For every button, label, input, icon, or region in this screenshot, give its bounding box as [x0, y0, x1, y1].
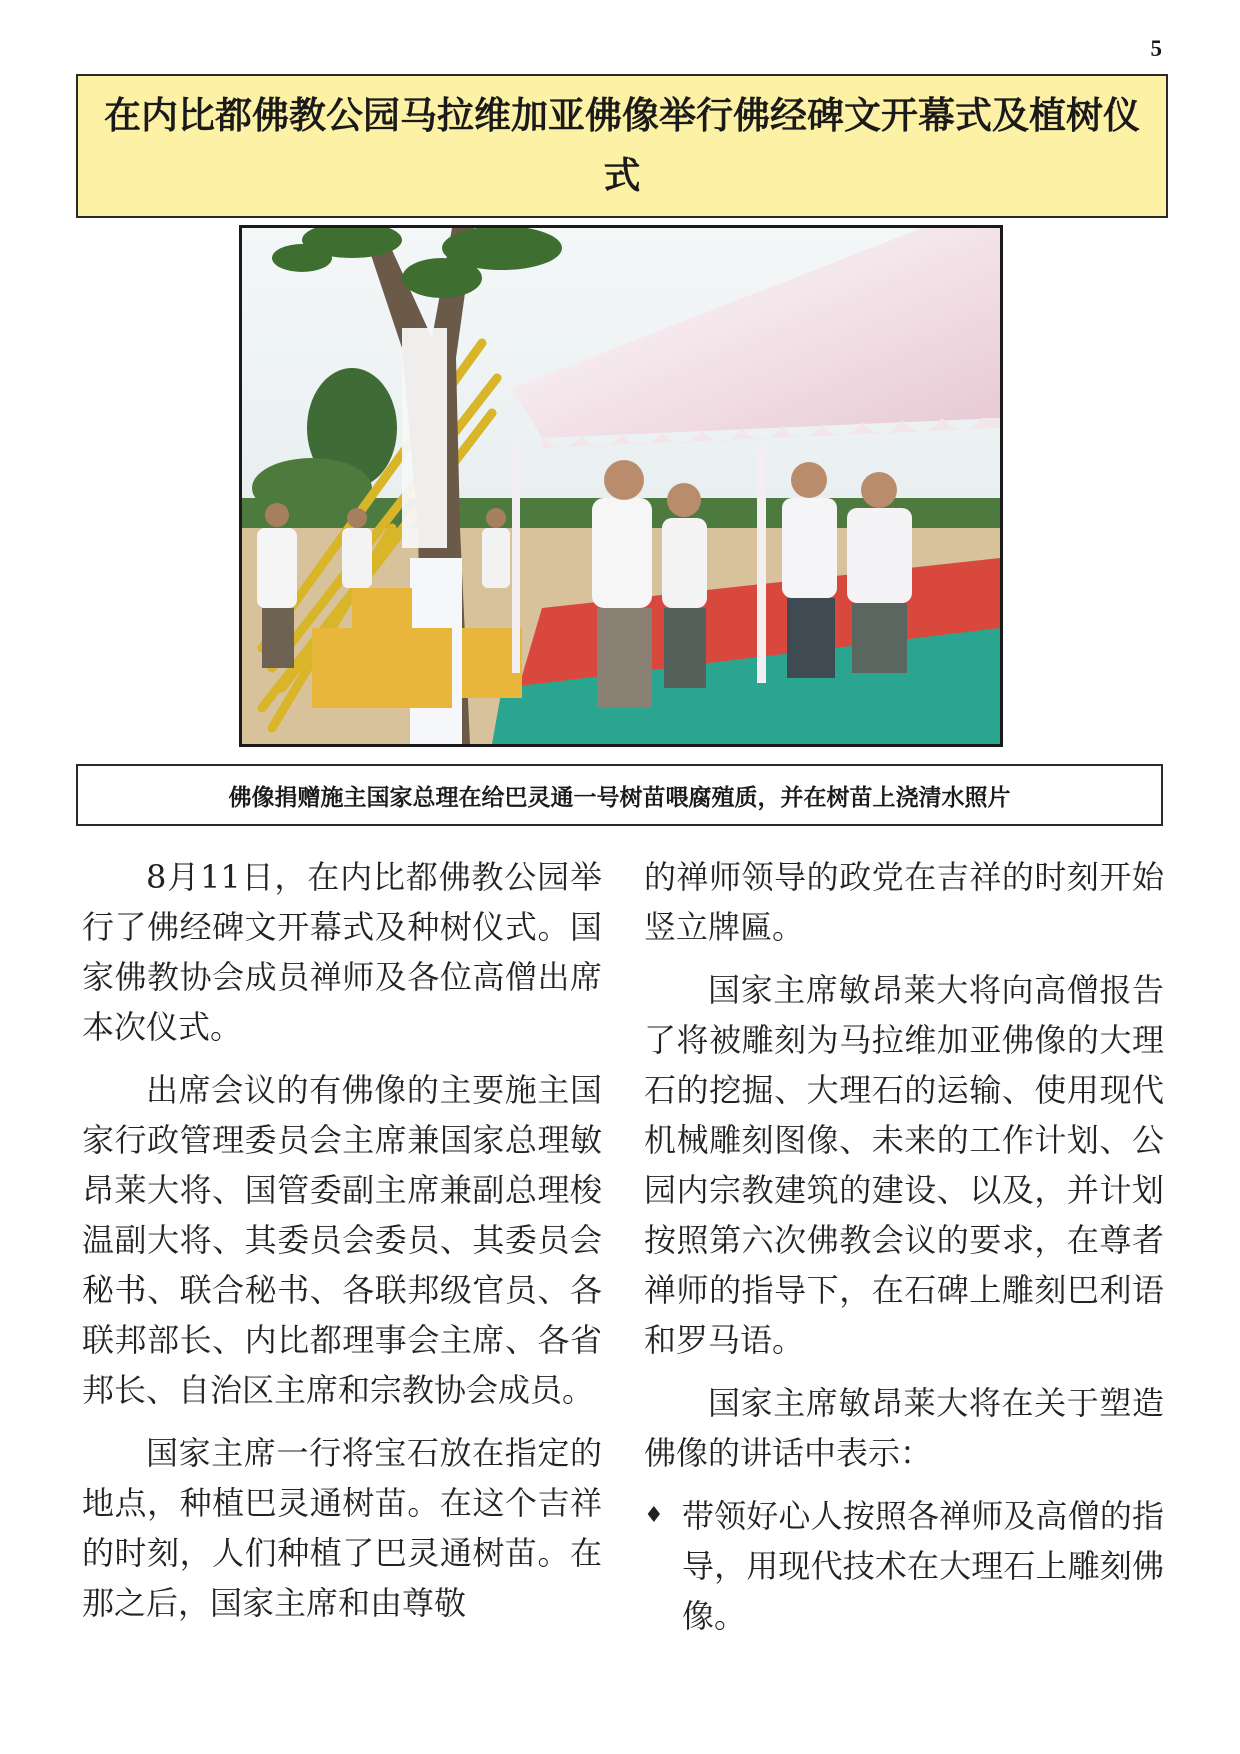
title-box	[76, 74, 1168, 218]
bullet-text: 带领好心人按照各禅师及高僧的指导，用现代技术在大理石上雕刻佛像。	[682, 1497, 1164, 1635]
bullet-diamond-icon: ♦	[644, 1503, 664, 1528]
paragraph-continuation: 的禅师领导的政党在吉祥的时刻开始竖立牌匾。	[644, 858, 1164, 946]
article-title: 在内比都佛教公园马拉维加亚佛像举行佛经碑文开幕式及植树仪式	[104, 94, 1140, 197]
left-column	[82, 852, 602, 1641]
paragraph: 8月11日，在内比都佛教公园举行了佛经碑文开幕式及种树仪式。国家佛教协会成员禅师及各位高僧出席本次仪式。	[82, 858, 602, 1046]
paragraph: 国家主席敏昂莱大将在关于塑造佛像的讲话中表示：	[644, 1384, 1164, 1472]
page-number: 5	[1150, 36, 1162, 61]
ceremony-photo	[242, 228, 1000, 744]
right-column	[644, 852, 1164, 1641]
paragraph: 国家主席敏昂莱大将向高僧报告了将被雕刻为马拉维加亚佛像的大理石的挖掘、大理石的运输、使用现代机械雕刻图像、未来的工作计划、公园内宗教建筑的建设、以及，并计划按照第六次佛教会议的要求，在尊者禅师的指导下，在石碑上雕刻巴利语和罗马语。	[644, 971, 1164, 1359]
caption-box	[76, 764, 1163, 826]
bullet-item	[644, 1491, 1164, 1641]
paragraph: 国家主席一行将宝石放在指定的地点，种植巴灵通树苗。在这个吉祥的时刻，人们种植了巴灵通树苗。在那之后，国家主席和由尊敬	[82, 1434, 602, 1622]
photo-caption: 佛像捐赠施主国家总理在给巴灵通一号树苗喂腐殖质，并在树苗上浇清水照片	[228, 784, 1011, 811]
photo	[239, 225, 1003, 747]
paragraph: 出席会议的有佛像的主要施主国家行政管理委员会主席兼国家总理敏昂莱大将、国管委副主席兼副总理梭温副大将、其委员会委员、其委员会秘书、联合秘书、各联邦级官员、各联邦部长、内比都理事会主席、各省邦长、自治区主席和宗教协会成员。	[82, 1071, 602, 1409]
